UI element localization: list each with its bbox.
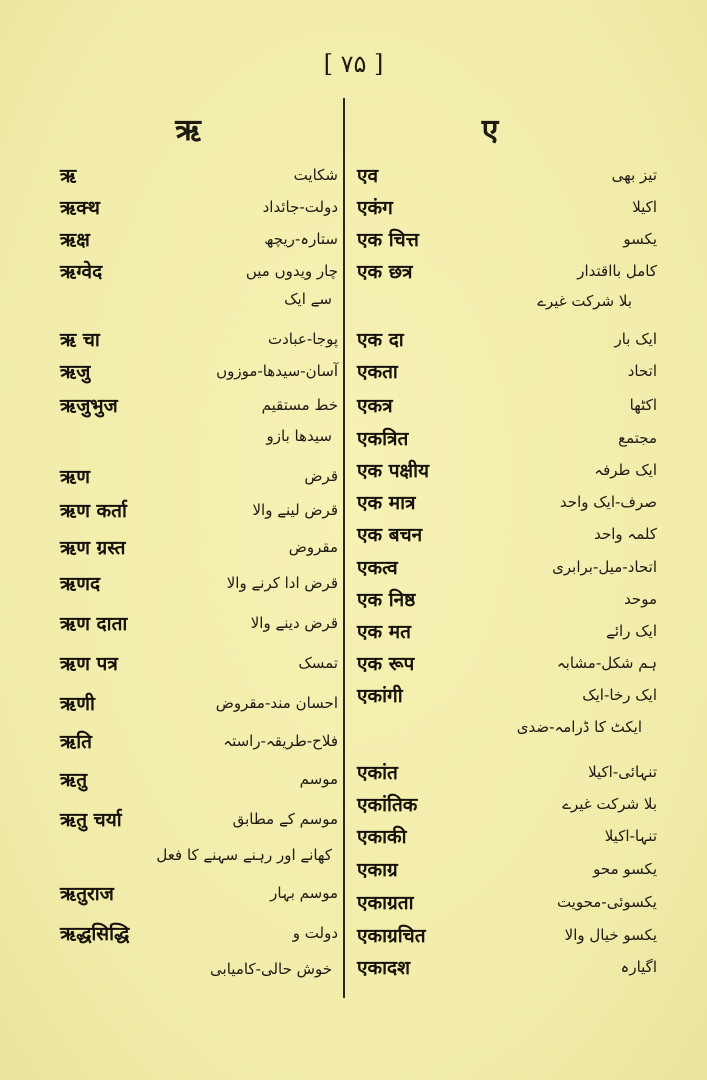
urdu-meaning: دولت و	[292, 924, 338, 942]
urdu-meaning: قرض ادا کرنے والا	[226, 574, 338, 592]
hindi-headword: एकाग्रचित	[357, 925, 426, 947]
dictionary-entry	[60, 606, 338, 640]
hindi-headword: एकत्व	[357, 557, 398, 579]
dictionary-entry	[357, 755, 657, 789]
urdu-meaning-continued: بلا شرکت غیرے	[537, 292, 632, 310]
hindi-headword: ऋजुभुज	[60, 395, 118, 417]
hindi-headword: एकाकी	[357, 826, 407, 848]
urdu-meaning: خط مستقیم	[261, 396, 338, 414]
urdu-meaning: اگیارہ	[620, 958, 657, 976]
hindi-headword: एक रूप	[357, 653, 415, 675]
urdu-meaning: اکٹھا	[629, 396, 657, 414]
urdu-meaning: موسم کے مطابق	[232, 810, 338, 828]
column-divider	[343, 98, 345, 998]
urdu-meaning: کلمہ واحد	[594, 525, 657, 543]
hindi-headword: ऋण दाता	[60, 613, 128, 635]
urdu-meaning: یکسو محو	[593, 860, 657, 878]
hindi-headword: एकता	[357, 361, 398, 383]
dictionary-entry	[60, 724, 338, 758]
urdu-meaning: پوجا-عبادت	[267, 330, 338, 348]
urdu-meaning: کامل بااقتدار	[577, 262, 657, 280]
urdu-meaning: ایک بار	[614, 330, 657, 348]
urdu-meaning: قرض دینے والا	[250, 614, 338, 632]
dictionary-entry	[60, 322, 338, 356]
urdu-meaning: موسم بہار	[270, 884, 338, 902]
dictionary-entry	[60, 388, 338, 422]
dictionary-entry	[60, 916, 338, 950]
hindi-headword: ऋद्धसिद्धि	[60, 923, 130, 945]
urdu-meaning: آسان-سیدھا-موزوں	[216, 362, 338, 380]
urdu-meaning: اتحاد-میل-برابری	[552, 558, 657, 576]
dictionary-entry	[357, 388, 657, 422]
urdu-meaning-continued: کھانے اور رہنے سہنے کا فعل	[156, 846, 332, 864]
urdu-meaning: مقروض	[288, 538, 338, 556]
hindi-headword: ऋणी	[60, 693, 95, 715]
dictionary-entry	[60, 876, 338, 910]
dictionary-entry	[357, 453, 657, 487]
urdu-meaning: موسم	[299, 770, 338, 788]
dictionary-entry	[60, 222, 338, 256]
hindi-headword: ऋ चा	[60, 329, 100, 351]
urdu-meaning: قرض لینے والا	[252, 501, 338, 519]
dictionary-entry	[357, 646, 657, 680]
hindi-headword: एक छत्र	[357, 261, 413, 283]
hindi-headword: एक निष्ठ	[357, 589, 416, 611]
hindi-headword: एक पक्षीय	[357, 460, 430, 482]
dictionary-entry	[357, 421, 657, 455]
dictionary-entry	[60, 158, 338, 192]
dictionary-entry	[357, 517, 657, 551]
urdu-meaning: احسان مند-مقروض	[215, 694, 338, 712]
urdu-meaning-continued: سے ایک	[284, 290, 332, 308]
dictionary-entry	[357, 322, 657, 356]
urdu-meaning: تیز بھی	[611, 166, 657, 184]
hindi-headword: ऋक्ष	[60, 229, 90, 251]
dictionary-entry	[357, 787, 657, 821]
urdu-meaning-continued: ایکٹ کا ڈرامہ-ضدی	[516, 718, 642, 736]
hindi-headword: एक मात्र	[357, 492, 416, 514]
hindi-headword: एकांत	[357, 762, 398, 784]
dictionary-entry	[60, 190, 338, 224]
dictionary-entry	[357, 852, 657, 886]
hindi-headword: ऋणद	[60, 573, 101, 595]
urdu-meaning: موحد	[624, 590, 657, 608]
dictionary-entry	[357, 678, 657, 712]
urdu-meaning-continued: سیدھا بازو	[266, 427, 332, 445]
hindi-headword: ऋण	[60, 466, 90, 488]
hindi-headword: ऋण पत्र	[60, 653, 118, 675]
hindi-headword: ऋतुराज	[60, 883, 114, 905]
urdu-meaning: اتحاد	[627, 362, 657, 380]
hindi-headword: ऋजु	[60, 361, 91, 383]
hindi-headword: एकादश	[357, 957, 411, 979]
urdu-meaning: دولت-جائداد	[262, 198, 338, 216]
hindi-headword: एकंग	[357, 197, 393, 219]
left-column-header: ऋ	[175, 113, 201, 148]
hindi-headword: एक बचन	[357, 524, 423, 546]
dictionary-entry	[60, 459, 338, 493]
urdu-meaning: صرف-ایک واحد	[559, 493, 657, 511]
dictionary-entry	[357, 254, 657, 288]
right-column-header: ए	[481, 113, 499, 148]
hindi-headword: ऋग्वेद	[60, 261, 103, 283]
urdu-meaning: یکسوئی-محویت	[556, 893, 657, 911]
hindi-headword: ऋ	[60, 165, 77, 187]
hindi-headword: ऋतु	[60, 769, 88, 791]
dictionary-entry	[357, 485, 657, 519]
urdu-meaning: ہم شکل-مشابہ	[556, 654, 657, 672]
dictionary-entry	[357, 550, 657, 584]
hindi-headword: ऋक्थ	[60, 197, 100, 219]
dictionary-entry	[357, 614, 657, 648]
hindi-headword: एव	[357, 165, 379, 187]
urdu-meaning: مجتمع	[618, 429, 657, 447]
dictionary-entry	[357, 885, 657, 919]
page-number: [ ۷۵ ]	[323, 50, 384, 78]
hindi-headword: ऋति	[60, 731, 92, 753]
hindi-headword: एकांतिक	[357, 794, 418, 816]
hindi-headword: एकत्रित	[357, 428, 409, 450]
dictionary-entry	[357, 158, 657, 192]
hindi-headword: एकत्र	[357, 395, 393, 417]
urdu-meaning: تمسک	[298, 654, 338, 672]
dictionary-entry	[357, 918, 657, 952]
dictionary-entry	[357, 190, 657, 224]
urdu-meaning: تنہائی-اکیلا	[588, 763, 657, 781]
dictionary-entry	[357, 950, 657, 984]
dictionary-entry	[60, 493, 338, 527]
urdu-meaning: یکسو خیال والا	[564, 926, 657, 944]
dictionary-entry	[60, 566, 338, 600]
hindi-headword: एकाग्र	[357, 859, 398, 881]
hindi-headword: ऋण कर्ता	[60, 500, 127, 522]
urdu-meaning: ایک رخا-ایک	[582, 686, 657, 704]
urdu-meaning: چار ویدوں میں	[245, 262, 338, 280]
dictionary-entry	[60, 802, 338, 836]
dictionary-entry	[357, 222, 657, 256]
dictionary-entry	[60, 762, 338, 796]
urdu-meaning: ستارہ-ریچھ	[264, 230, 338, 248]
urdu-meaning: قرض	[304, 467, 338, 485]
urdu-meaning: اکیلا	[632, 198, 657, 216]
hindi-headword: एक चित्त	[357, 229, 419, 251]
hindi-headword: एकांगी	[357, 685, 403, 707]
hindi-headword: एकाग्रता	[357, 892, 414, 914]
dictionary-entry	[60, 530, 338, 564]
dictionary-entry	[357, 582, 657, 616]
dictionary-entry	[60, 686, 338, 720]
urdu-meaning: ایک رائے	[606, 622, 657, 640]
hindi-headword: एक मत	[357, 621, 411, 643]
dictionary-entry	[357, 354, 657, 388]
urdu-meaning-continued: خوش حالی-کامیابی	[210, 960, 332, 978]
dictionary-entry	[60, 354, 338, 388]
urdu-meaning: تنہا-اکیلا	[604, 827, 657, 845]
urdu-meaning: شکایت	[293, 166, 338, 184]
hindi-headword: एक दा	[357, 329, 404, 351]
urdu-meaning: ایک طرفہ	[594, 461, 657, 479]
urdu-meaning: بلا شرکت غیرے	[562, 795, 657, 813]
dictionary-entry	[60, 254, 338, 288]
dictionary-entry	[60, 646, 338, 680]
hindi-headword: ऋतु चर्या	[60, 809, 122, 831]
urdu-meaning: فلاح-طریقہ-راستہ	[223, 732, 338, 750]
urdu-meaning: یکسو	[623, 230, 657, 248]
hindi-headword: ऋण ग्रस्त	[60, 537, 126, 559]
dictionary-entry	[357, 819, 657, 853]
